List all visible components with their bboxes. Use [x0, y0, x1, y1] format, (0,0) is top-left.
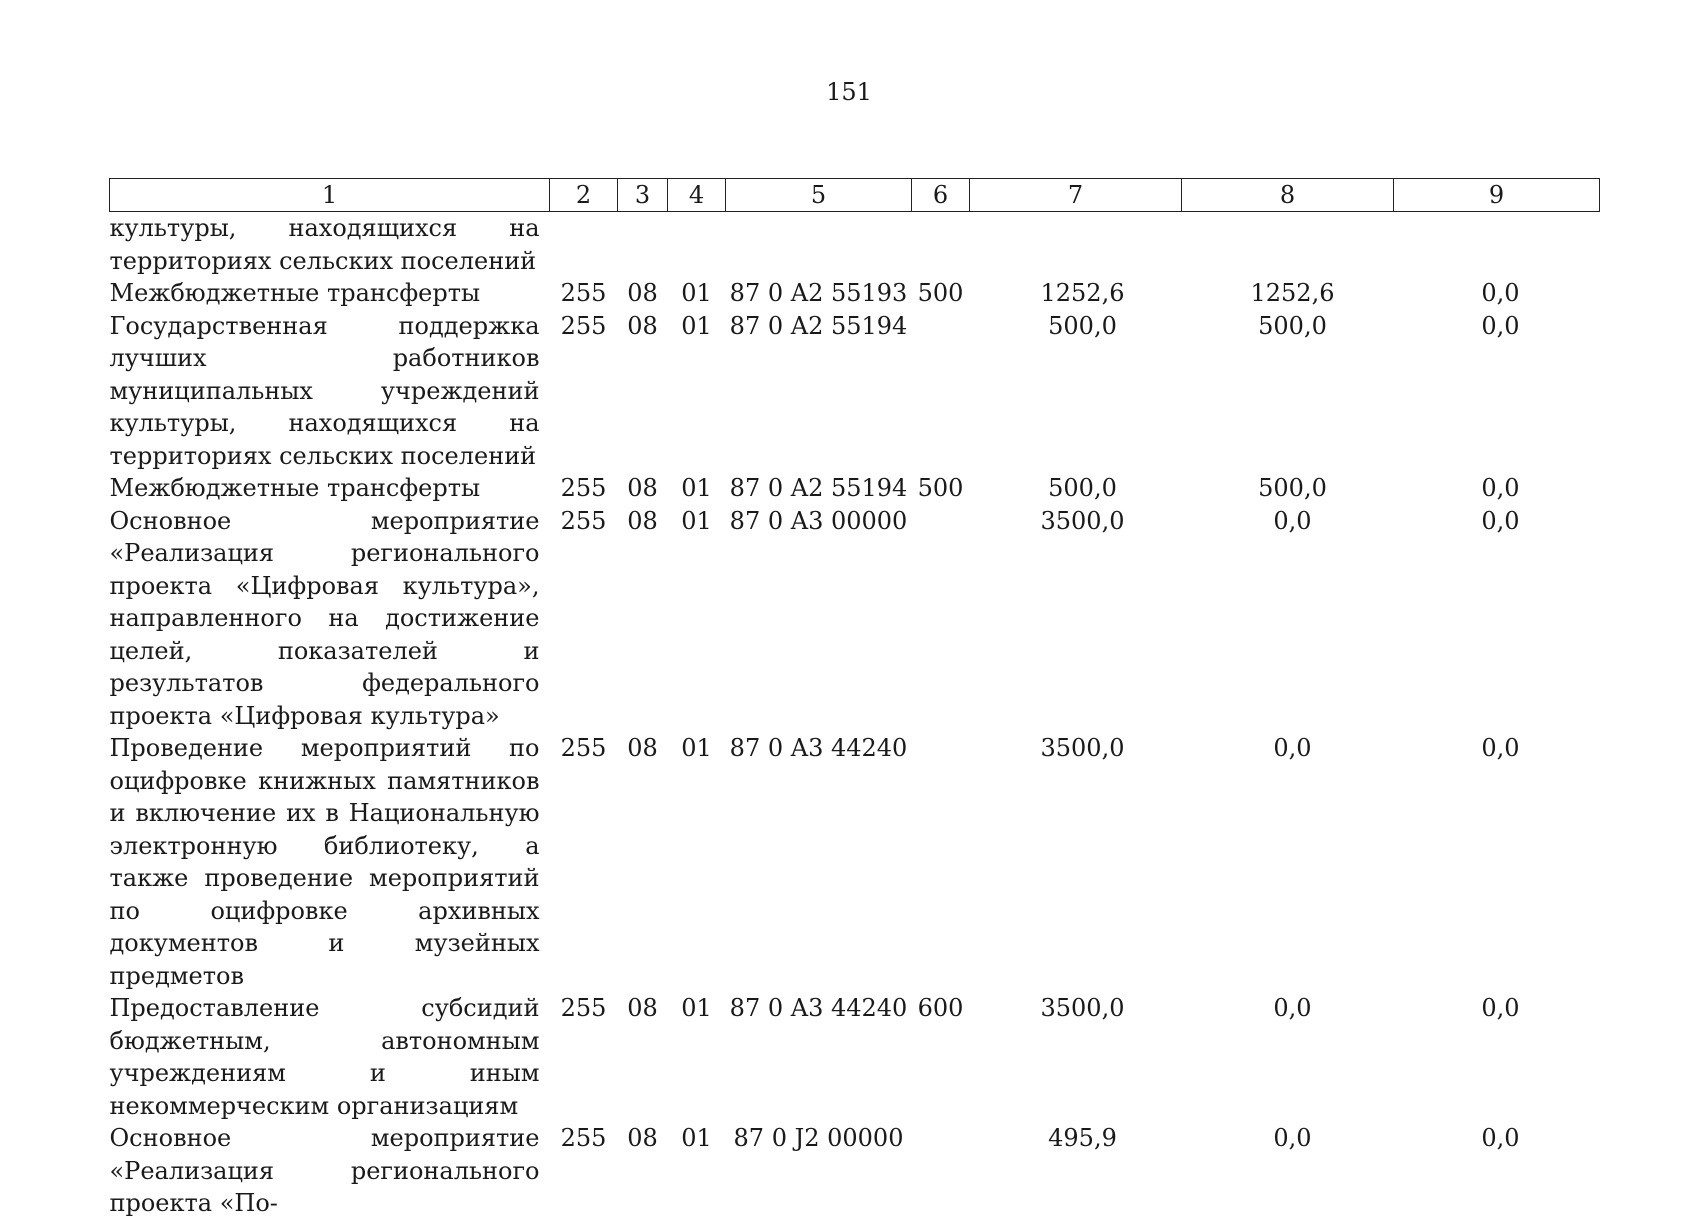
- column-header: 9: [1394, 179, 1600, 212]
- column-header: 7: [970, 179, 1182, 212]
- table-row: [110, 992, 1600, 1122]
- cell-subsection: 01: [681, 279, 712, 307]
- cell-subsection: 01: [681, 506, 712, 535]
- cell-section: 08: [627, 994, 658, 1022]
- cell-amount-9: 0,0: [1481, 311, 1520, 340]
- cell-subsection: 01: [681, 734, 712, 762]
- column-header: 3: [618, 179, 668, 212]
- cell-amount-8: 0,0: [1273, 1124, 1312, 1152]
- cell-subsection: [668, 212, 726, 278]
- cell-expense-type: [912, 732, 970, 992]
- cell-expense-type: [912, 1122, 970, 1220]
- cell-amount-7: 3500,0: [1040, 994, 1125, 1022]
- cell-amount-9: 0,0: [1481, 506, 1520, 535]
- cell-amount-7: [970, 212, 1182, 278]
- cell-subsection: 01: [681, 994, 712, 1022]
- cell-target-article: 87 0 A3 44240: [729, 734, 908, 762]
- row-name: Основное мероприятие «Реализация регионального проекта «Цифровая культура», направленного на достижение целей, показателей и результатов федерального проекта «Цифровая культура»: [109, 506, 540, 730]
- cell-target-article: 87 0 J2 00000: [733, 1124, 904, 1152]
- row-name: культуры, находящихся на территориях сельских поселений: [109, 214, 540, 275]
- row-name: Государственная поддержка лучших работников муниципальных учреждений культуры, находящихся на территориях сельских поселений: [109, 311, 540, 470]
- cell-expense-type: [912, 212, 970, 278]
- cell-expense-type: 600: [917, 994, 964, 1022]
- cell-amount-7: 1252,6: [1040, 279, 1125, 307]
- cell-amount-7: 3500,0: [1040, 734, 1125, 762]
- cell-amount-7: 495,9: [1048, 1124, 1117, 1152]
- column-header: 5: [726, 179, 912, 212]
- table-header-row: [110, 179, 1600, 212]
- cell-target-article: 87 0 A2 55194: [729, 311, 908, 340]
- cell-admin: 255: [560, 1124, 607, 1152]
- cell-amount-8: [1182, 212, 1394, 278]
- cell-expense-type: [912, 505, 970, 733]
- cell-amount-7: 500,0: [1048, 474, 1117, 502]
- cell-target-article: 87 0 A3 44240: [729, 994, 908, 1022]
- column-header: 8: [1182, 179, 1394, 212]
- cell-admin: [550, 212, 618, 278]
- table-row: [110, 505, 1600, 733]
- column-header: 2: [550, 179, 618, 212]
- row-name: Проведение мероприятий по оцифровке книжных памятников и включение их в Национальную электронную библиотеку, а также проведение мероприятий по оцифровке архивных документов и музейных предметов: [109, 734, 540, 990]
- cell-admin: 255: [560, 474, 607, 502]
- cell-amount-8: 0,0: [1273, 734, 1312, 762]
- cell-section: 08: [627, 474, 658, 502]
- cell-admin: 255: [560, 994, 607, 1022]
- column-header: 6: [912, 179, 970, 212]
- table-row: [110, 472, 1600, 505]
- cell-amount-9: 0,0: [1481, 734, 1520, 762]
- cell-amount-8: 500,0: [1258, 311, 1327, 340]
- table-row: [110, 732, 1600, 992]
- cell-amount-9: 0,0: [1481, 279, 1520, 307]
- table-row: [110, 212, 1600, 278]
- cell-admin: 255: [560, 734, 607, 762]
- cell-amount-9: [1394, 212, 1600, 278]
- cell-subsection: 01: [681, 311, 712, 340]
- cell-amount-8: 0,0: [1273, 994, 1312, 1022]
- cell-amount-7: 3500,0: [1040, 506, 1125, 535]
- cell-section: 08: [627, 506, 658, 535]
- cell-amount-7: 500,0: [1048, 311, 1117, 340]
- cell-subsection: 01: [681, 474, 712, 502]
- cell-expense-type: 500: [917, 474, 964, 502]
- cell-admin: 255: [560, 506, 607, 535]
- row-name: Основное мероприятие «Реализация регионального проекта «По-: [109, 1124, 540, 1217]
- cell-section: 08: [627, 279, 658, 307]
- cell-target-article: 87 0 A2 55194: [729, 474, 908, 502]
- cell-section: [618, 212, 668, 278]
- table-row: [110, 277, 1600, 310]
- cell-expense-type: 500: [917, 279, 964, 307]
- cell-subsection: 01: [681, 1124, 712, 1152]
- cell-section: 08: [627, 1124, 658, 1152]
- cell-target-article: 87 0 A2 55193: [729, 279, 908, 307]
- table-row: [110, 310, 1600, 473]
- cell-target-article: 87 0 A3 00000: [729, 506, 908, 535]
- budget-table: [109, 178, 1600, 1220]
- cell-amount-9: 0,0: [1481, 474, 1520, 502]
- cell-section: 08: [627, 311, 658, 340]
- cell-amount-9: 0,0: [1481, 1124, 1520, 1152]
- page-number: 151: [826, 78, 872, 106]
- cell-admin: 255: [560, 279, 607, 307]
- column-header: 1: [110, 179, 550, 212]
- cell-amount-8: 500,0: [1258, 474, 1327, 502]
- cell-section: 08: [627, 734, 658, 762]
- row-name: Предоставление субсидий бюджетным, автономным учреждениям и иным некоммерческим организациям: [109, 994, 540, 1120]
- cell-amount-8: 0,0: [1273, 506, 1312, 535]
- row-name: Межбюджетные трансферты: [109, 474, 481, 502]
- cell-target-article: [726, 212, 912, 278]
- column-header: 4: [668, 179, 726, 212]
- table-row: [110, 1122, 1600, 1220]
- cell-expense-type: [912, 310, 970, 473]
- cell-amount-9: 0,0: [1481, 994, 1520, 1022]
- cell-admin: 255: [560, 311, 607, 340]
- cell-amount-8: 1252,6: [1250, 279, 1335, 307]
- row-name: Межбюджетные трансферты: [109, 279, 481, 307]
